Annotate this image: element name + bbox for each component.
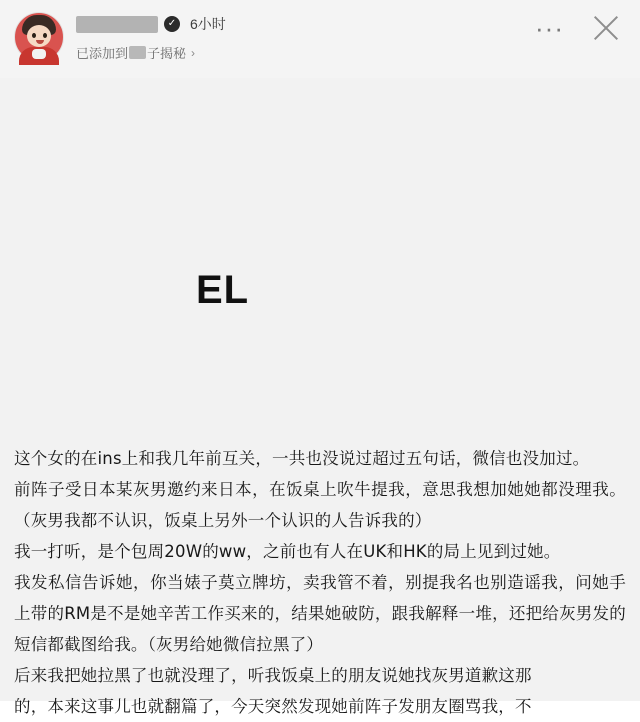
avatar-eye-left	[32, 33, 36, 38]
avatar[interactable]	[14, 12, 64, 62]
title-block	[0, 78, 640, 368]
header-text-group	[76, 10, 226, 62]
post-paragraph: 我一打听，是个包周20W的ww，之前也有人在UK和HK的局上见到过她。	[14, 542, 561, 561]
verified-badge-icon: ✓	[164, 16, 180, 32]
collection-link[interactable]	[76, 43, 226, 62]
post-paragraph-truncated: 的，本来这事儿也就翻篇了，今天突然发现她前阵子发朋友圈骂我，不	[14, 697, 532, 716]
collection-prefix-label: 已添加到	[76, 46, 129, 61]
post-paragraph: 前阵子受日本某灰男邀约来日本，在饭桌上吹牛提我，意思我想加她她都没理我。（灰男我都不认识，饭桌上另外一个认识的人告诉我的）	[14, 480, 626, 530]
post-header	[0, 0, 640, 78]
close-icon[interactable]	[586, 8, 626, 48]
more-options-icon[interactable]: ···	[535, 13, 564, 43]
post-paragraph: 我发私信告诉她，你当婊子莫立牌坊，卖我管不着，别提我名也别造谣我，问她手上带的RM是不是她辛苦工作买来的，结果她破防，跟我解释一堆，还把给灰男发的短信都截图给我。（灰男给她微信拉黑了）	[14, 573, 626, 654]
author-name-masked	[76, 16, 158, 33]
post-time: 6小时	[190, 16, 226, 32]
collection-name-masked	[129, 46, 146, 59]
page-title: EL	[196, 268, 250, 312]
post-content-card	[0, 78, 640, 716]
post-body	[14, 443, 626, 717]
author-row[interactable]	[76, 14, 226, 34]
collection-suffix-label: 子揭秘	[147, 46, 187, 61]
avatar-eye-right	[43, 33, 47, 38]
post-paragraph: 这个女的在ins上和我几年前互关，一共也没说过超过五句话，微信也没加过。	[14, 449, 590, 468]
post-paragraph: 后来我把她拉黑了也就没理了，听我饭桌上的朋友说她找灰男道歉这那	[14, 666, 532, 685]
avatar-collar	[32, 49, 46, 59]
chevron-right-icon: ›	[191, 45, 196, 60]
header-actions	[525, 8, 626, 48]
